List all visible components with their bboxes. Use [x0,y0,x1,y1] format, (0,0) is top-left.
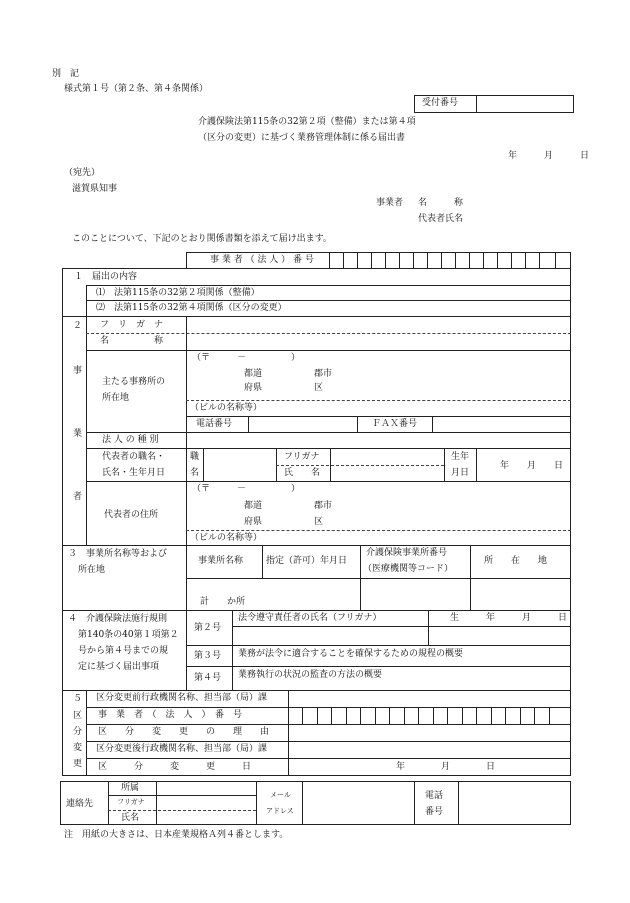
rep-title-label-1: 代表者の職名・ [102,452,166,462]
s5-change-date-field[interactable]: 年 月 日 [396,762,496,772]
rep-gunshi: 郡市 [314,501,333,511]
s4-rules-text[interactable]: 業務が法令に適合することを確保するための規程の概要 [238,649,464,659]
s4-birth-header: 生 年 月 日 [450,613,568,623]
intro-text: このことについて、下記のとおり関係書類を添えて届け出ます。 [72,234,332,244]
rep-furigana-label: フリガナ [284,452,320,462]
corp-type-label: 法 人 の 種 別 [102,435,159,445]
s5-biz-number: 事 業 者 （ 法 人 ） 番 号 [98,710,243,720]
section3-label-2: 所在地 [78,565,106,575]
s5-after-agency-field[interactable] [290,743,568,755]
biz-number-label: 事 業 者 （ 法 人 ） 番 号 [210,255,314,265]
furigana-label: フ リ ガ ナ [100,320,164,330]
contact-furigana-field[interactable] [158,797,254,808]
representative-label: 代表者氏名 [418,214,464,224]
contact-phone-label-1: 電話 [425,791,444,801]
name-label: 名 称 [100,336,164,346]
contact-label: 連絡先 [66,799,94,809]
s3-location-header: 所 在 地 [484,556,548,566]
section5-char-3: 変 [73,743,83,753]
office-todo: 都道 [244,369,263,379]
s5-reason: 区 分 変 更 の 理 由 [98,727,270,737]
s4-item4: 第４号 [194,673,222,683]
office-building[interactable]: （ビルの名称等） [190,403,263,413]
form-title-line2: （区分の変更）に基づく業務管理体制に係る届出書 [198,133,406,143]
s3-total: 計 か所 [200,597,246,607]
s4-audit-text[interactable]: 業務執行の状況の監査の方法の概要 [238,670,383,680]
style-number: 様式第１号（第２条、第４条関係） [64,84,209,94]
rep-shoku: 職 [190,452,200,462]
contact-phone-label-2: 番号 [425,807,444,817]
section2-char-2: 業 [73,429,83,439]
contact-mail-label-1: メール [270,791,291,799]
rep-postal[interactable]: （〒 － ） [192,484,301,494]
section4-label-1: ４ 介護保険法施行規則 [68,614,168,624]
office-fuken: 府県 [244,383,263,393]
office-ku: 区 [314,383,324,393]
contact-mail-label-2: アドレス [266,807,294,815]
rep-title-field[interactable] [205,450,273,478]
option-2[interactable]: ⑵ 法第115条の32第４項関係（区分の変更） [96,303,287,313]
rep-todo: 都道 [244,501,263,511]
section2-number: ２ [73,321,83,331]
contact-furigana-label: フリガナ [117,798,145,806]
birth-label-1: 生年 [451,452,470,462]
rep-building[interactable]: （ビルの名称等） [190,533,263,543]
s4-item3: 第３号 [194,651,222,661]
rep-furigana-field[interactable] [332,450,442,463]
main-office-label-1: 主たる事務所の [102,377,166,387]
contact-mail-field[interactable] [304,784,412,822]
section2-char-1: 事 [73,366,83,376]
main-office-label-2: 所在地 [102,393,130,403]
s3-office-name-header: 事業所名称 [198,556,244,566]
rep-mei: 名 [190,468,200,478]
submission-date[interactable]: 年 月 日 [508,151,590,161]
applicant-label: 事業者 [376,198,404,208]
option-1[interactable]: ⑴ 法第115条の32第２項関係（整備） [96,288,260,298]
section1-title: １ 届出の内容 [74,272,138,282]
contact-phone-field[interactable] [460,784,568,822]
office-gunshi: 郡市 [314,369,333,379]
s4-compliance-field[interactable] [234,628,424,642]
office-postal[interactable]: （〒 － ） [192,353,301,363]
fax-field[interactable] [434,418,568,430]
contact-dept-label: 所属 [121,783,140,793]
section4-label-2: 第140条の40第１項第２ [78,630,179,640]
paper-size-note: 注 用紙の大きさは、日本産業規格Ａ列４番とします。 [64,830,289,840]
furigana-field[interactable] [188,318,568,331]
rep-name-field[interactable] [332,467,442,480]
section4-label-3: 号から第４号までの規 [78,646,169,656]
birth-label-2: 月日 [451,468,470,478]
addressee-label: （宛先） [64,168,101,178]
s3-code-header-2: （医療機関等コード） [363,564,454,574]
receipt-label: 受付番号 [422,98,459,108]
rep-title-label-2: 氏名・生年月日 [102,468,166,478]
birth-date-field[interactable]: 年 月 日 [500,461,564,471]
rep-ku: 区 [314,517,324,527]
section5-char-4: 更 [73,759,83,769]
name-field[interactable] [188,335,568,348]
form-title-line1: 介護保険法第115条の32第２項（整備）または第４項 [198,117,416,127]
s5-change-date-label: 区 分 変 更 日 [98,762,252,772]
rep-fuken: 府県 [244,517,263,527]
fax-label: ＦＡＸ番号 [372,419,418,429]
s4-compliance-header: 法令遵守責任者の氏名（フリガナ） [238,613,382,623]
s3-entry-row[interactable] [188,580,358,593]
s5-before-agency: 区分変更前行政機関名称、担当部（局）課 [96,693,268,703]
section5-char-2: 分 [73,727,83,737]
s5-before-agency-field[interactable] [290,692,568,704]
rep-name-label: 氏 名 [284,468,321,478]
receipt-number-field[interactable] [478,96,574,112]
section4-label-4: 定に基づく届出事項 [78,662,160,672]
contact-dept-field[interactable] [158,783,254,794]
s5-reason-field[interactable] [290,726,568,738]
contact-name-label: 氏名 [121,813,140,823]
appendix-label: 別 記 [52,69,80,79]
s3-designation-header: 指定（許可）年月日 [266,556,348,566]
corp-type-field[interactable] [188,434,568,446]
contact-name-field[interactable] [158,812,254,823]
s3-code-header-1: 介護保険事業所番号 [366,548,448,558]
s4-item2: 第２号 [194,623,222,633]
s4-birth-field[interactable] [430,628,568,642]
section3-label-1: ３ 事業所名称等および [68,549,168,559]
phone-field[interactable] [250,418,354,430]
section5-char-1: 区 [73,711,83,721]
phone-label: 電話番号 [196,419,233,429]
section2-char-3: 者 [73,492,83,502]
s5-after-agency: 区分変更後行政機関名称、担当部（局）課 [96,744,268,754]
rep-address-label: 代表者の住所 [104,510,159,520]
section5-number: ５ [73,694,83,704]
addressee: 滋賀県知事 [72,184,118,194]
applicant-name-label: 名 称 [418,198,464,208]
